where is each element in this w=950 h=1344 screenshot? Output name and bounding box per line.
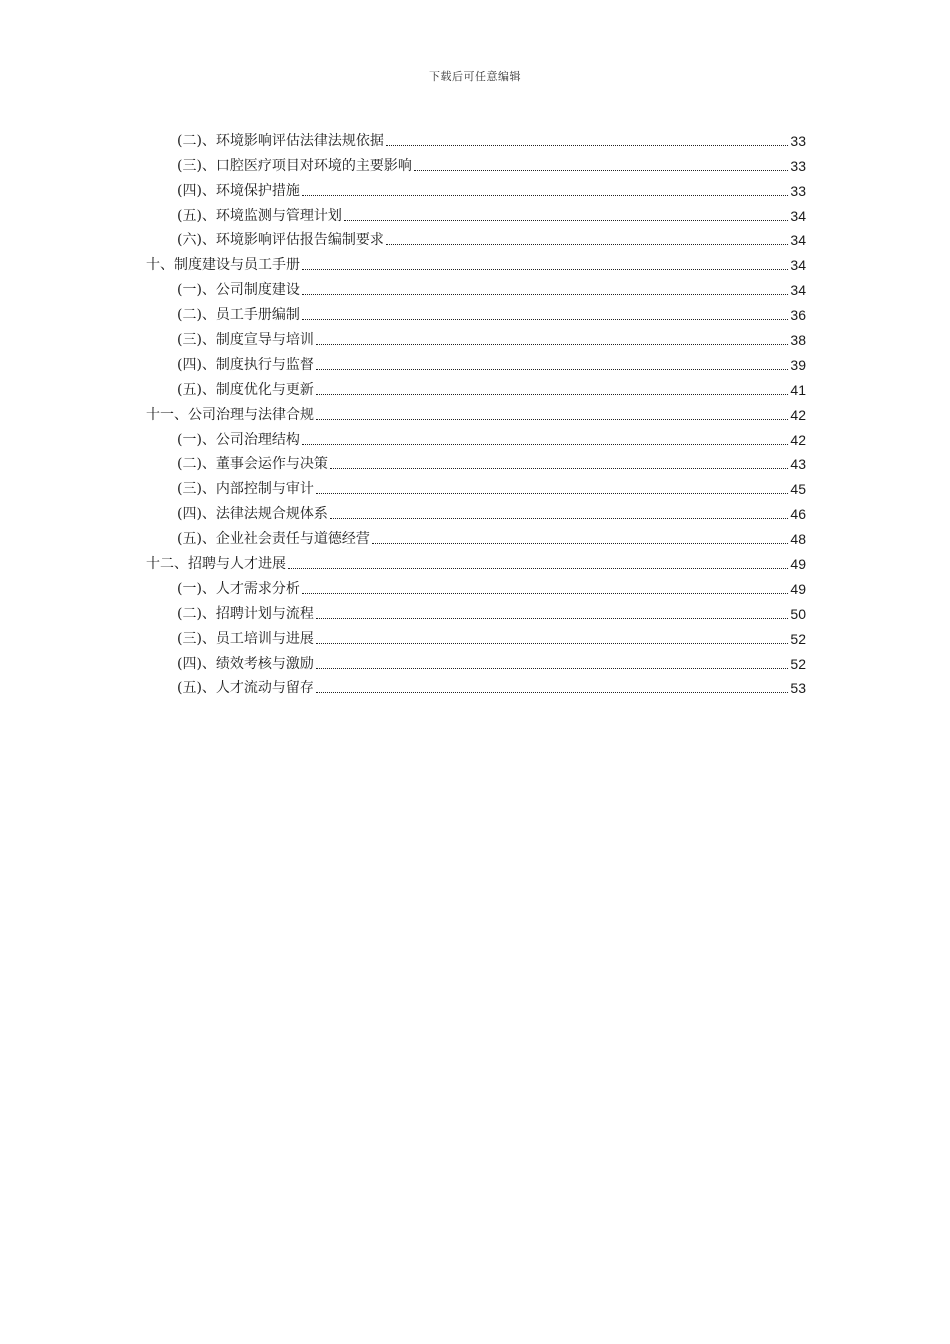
- toc-entry-title: 十一、公司治理与法律合规: [146, 406, 314, 423]
- toc-entry-title: (一)、公司治理结构: [177, 431, 300, 448]
- toc-entry-page: 45: [790, 481, 806, 498]
- toc-chapter-entry[interactable]: [146, 400, 806, 425]
- toc-entry-title: (二)、环境影响评估法律法规依据: [177, 132, 384, 149]
- toc-entry-title: (一)、人才需求分析: [177, 580, 300, 597]
- toc-dot-leader: [316, 617, 788, 619]
- toc-dot-leader: [316, 691, 788, 693]
- toc-dot-leader: [386, 144, 788, 146]
- toc-entry[interactable]: [146, 300, 806, 325]
- toc-entry-title: (五)、制度优化与更新: [177, 381, 314, 398]
- toc-dot-leader: [330, 467, 788, 469]
- toc-entry-page: 33: [790, 182, 806, 199]
- toc-entry[interactable]: [146, 151, 806, 176]
- toc-dot-leader: [386, 243, 788, 245]
- toc-entry-page: 34: [790, 207, 806, 224]
- toc-entry-title: (二)、员工手册编制: [177, 307, 300, 324]
- toc-entry-title: (五)、人才流动与留存: [177, 680, 314, 697]
- toc-dot-leader: [316, 667, 788, 669]
- toc-dot-leader: [288, 567, 788, 569]
- toc-entry-page: 38: [790, 332, 806, 349]
- toc-entry-page: 48: [790, 531, 806, 548]
- toc-entry-title: (一)、公司制度建设: [177, 282, 300, 299]
- toc-entry[interactable]: [146, 474, 806, 499]
- toc-dot-leader: [316, 393, 788, 395]
- toc-entry-page: 36: [790, 307, 806, 324]
- toc-entry-title: (四)、制度执行与监督: [177, 356, 314, 373]
- toc-dot-leader: [302, 318, 788, 320]
- toc-entry[interactable]: [146, 425, 806, 450]
- toc-entry[interactable]: [146, 275, 806, 300]
- table-of-contents: [146, 126, 806, 698]
- toc-dot-leader: [316, 642, 788, 644]
- toc-entry[interactable]: [146, 450, 806, 475]
- toc-entry-page: 34: [790, 232, 806, 249]
- toc-entry[interactable]: [146, 574, 806, 599]
- toc-entry-page: 41: [790, 381, 806, 398]
- toc-entry-title: (四)、环境保护措施: [177, 182, 300, 199]
- toc-entry-page: 52: [790, 630, 806, 647]
- toc-entry-page: 46: [790, 506, 806, 523]
- toc-dot-leader: [316, 492, 788, 494]
- toc-dot-leader: [414, 169, 788, 171]
- toc-entry-title: (四)、法律法规合规体系: [177, 506, 328, 523]
- toc-entry[interactable]: [146, 226, 806, 251]
- toc-chapter-entry[interactable]: [146, 250, 806, 275]
- toc-dot-leader: [316, 418, 788, 420]
- toc-entry[interactable]: [146, 325, 806, 350]
- toc-entry-page: 49: [790, 580, 806, 597]
- toc-entry-page: 34: [790, 282, 806, 299]
- toc-dot-leader: [302, 194, 788, 196]
- toc-entry-page: 33: [790, 157, 806, 174]
- toc-entry-page: 39: [790, 356, 806, 373]
- toc-entry-title: (二)、董事会运作与决策: [177, 456, 328, 473]
- toc-dot-leader: [302, 293, 788, 295]
- toc-dot-leader: [302, 592, 788, 594]
- toc-entry[interactable]: [146, 126, 806, 151]
- toc-entry[interactable]: [146, 624, 806, 649]
- toc-dot-leader: [302, 443, 788, 445]
- toc-entry-title: (六)、环境影响评估报告编制要求: [177, 232, 384, 249]
- toc-entry-title: 十二、招聘与人才进展: [146, 556, 286, 573]
- toc-entry[interactable]: [146, 350, 806, 375]
- toc-dot-leader: [316, 368, 788, 370]
- toc-entry-page: 42: [790, 431, 806, 448]
- toc-entry-page: 42: [790, 406, 806, 423]
- toc-chapter-entry[interactable]: [146, 549, 806, 574]
- toc-entry[interactable]: [146, 674, 806, 699]
- toc-entry-title: (五)、企业社会责任与道德经营: [177, 531, 370, 548]
- toc-entry-title: (三)、员工培训与进展: [177, 630, 314, 647]
- toc-entry-page: 33: [790, 132, 806, 149]
- toc-dot-leader: [372, 542, 788, 544]
- toc-entry-page: 49: [790, 556, 806, 573]
- toc-dot-leader: [302, 268, 788, 270]
- toc-entry[interactable]: [146, 375, 806, 400]
- toc-entry-title: (五)、环境监测与管理计划: [177, 207, 342, 224]
- toc-entry-page: 50: [790, 605, 806, 622]
- toc-entry-page: 52: [790, 655, 806, 672]
- toc-entry[interactable]: [146, 499, 806, 524]
- page-header: 下载后可任意编辑: [429, 70, 521, 83]
- toc-entry-page: 43: [790, 456, 806, 473]
- toc-entry-title: (三)、口腔医疗项目对环境的主要影响: [177, 157, 412, 174]
- toc-entry-page: 34: [790, 257, 806, 274]
- toc-entry[interactable]: [146, 524, 806, 549]
- toc-entry[interactable]: [146, 649, 806, 674]
- toc-entry[interactable]: [146, 176, 806, 201]
- toc-entry-title: (二)、招聘计划与流程: [177, 605, 314, 622]
- toc-dot-leader: [316, 343, 788, 345]
- toc-entry-page: 53: [790, 680, 806, 697]
- toc-entry[interactable]: [146, 201, 806, 226]
- toc-entry-title: (四)、绩效考核与激励: [177, 655, 314, 672]
- toc-dot-leader: [344, 219, 788, 221]
- toc-entry-title: 十、制度建设与员工手册: [146, 257, 300, 274]
- toc-dot-leader: [330, 517, 788, 519]
- toc-entry-title: (三)、内部控制与审计: [177, 481, 314, 498]
- toc-entry[interactable]: [146, 599, 806, 624]
- toc-entry-title: (三)、制度宣导与培训: [177, 332, 314, 349]
